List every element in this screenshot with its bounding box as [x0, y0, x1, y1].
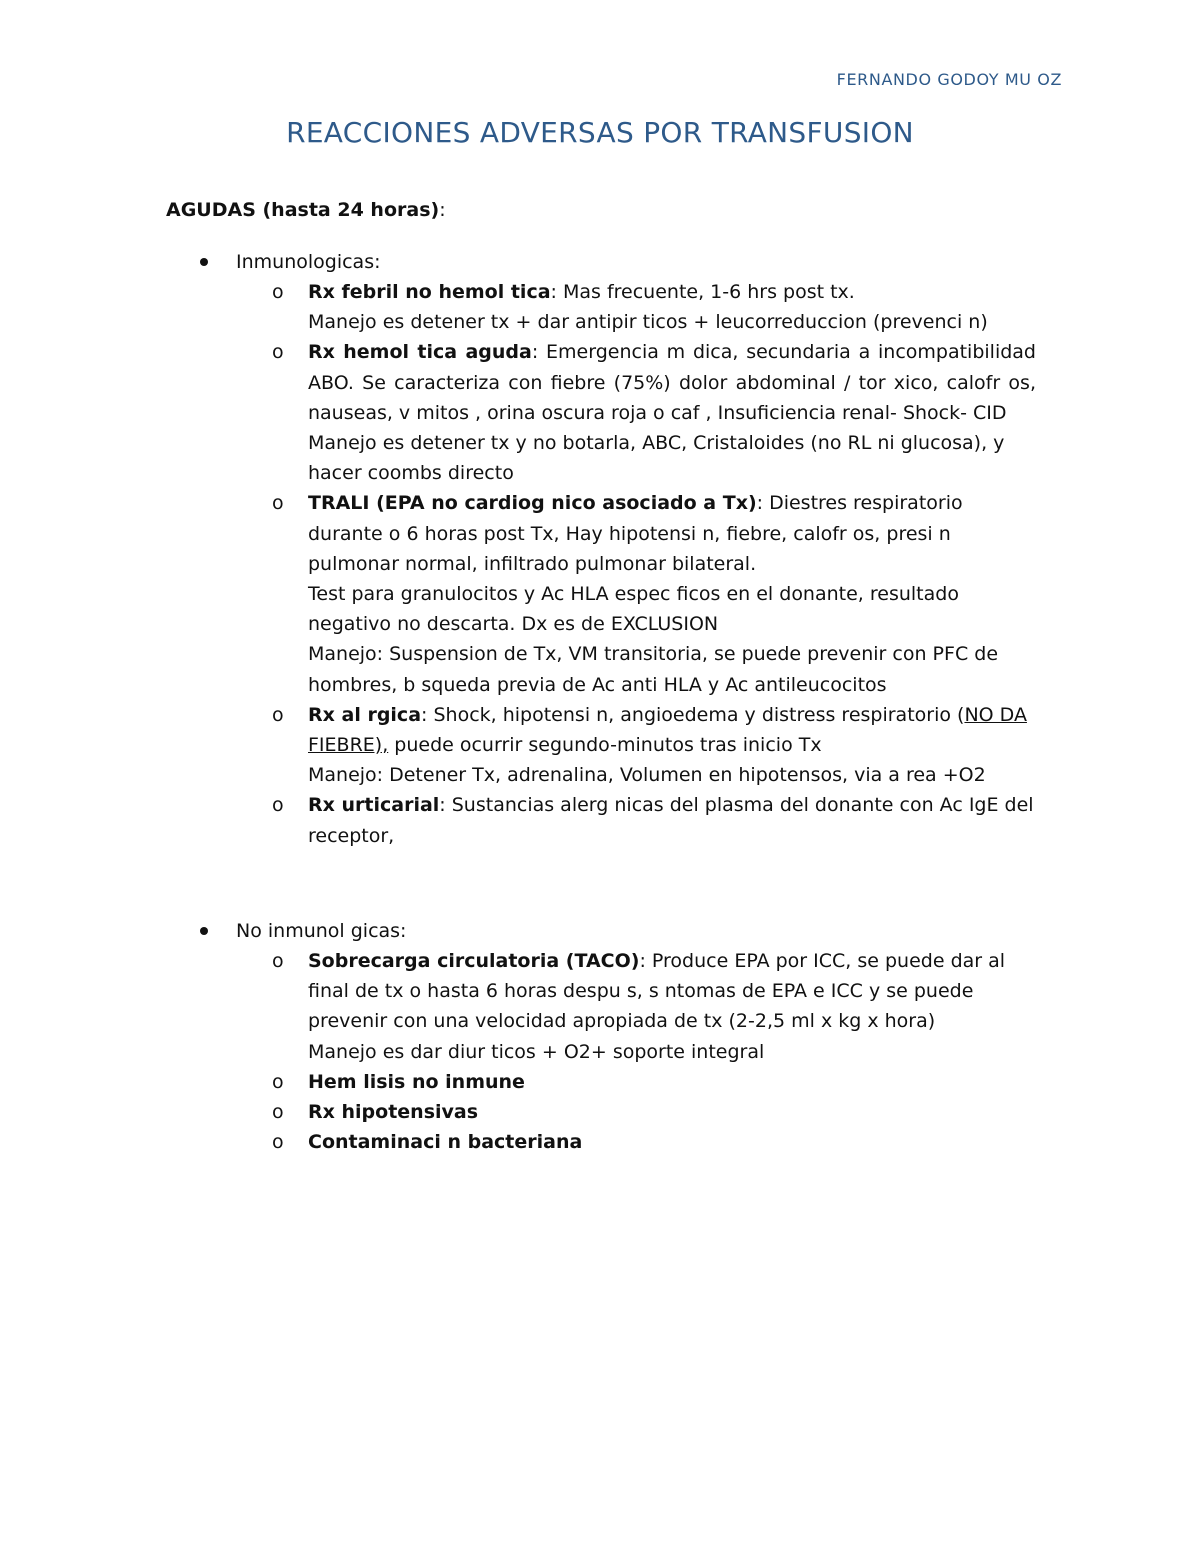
item-text: : Emergencia m dica, secundaria a incompatibilidad ABO. Se caracteriza con fiebre (75%) dolor abdominal / tor xico, calofr os, nauseas, v mitos , orina oscura roja o caf , Insuficiencia renal- Shock- CID [308, 341, 1036, 424]
circle-bullet-icon: o [272, 1070, 284, 1093]
item-manejo: Manejo: Suspension de Tx, VM transitoria, se puede prevenir con PFC de hombres, b squeda previa de Ac anti HLA y Ac antileucocitos [308, 643, 999, 696]
bullet-item-inmunologicas [196, 247, 1036, 277]
circle-bullet-icon: o [272, 492, 284, 515]
bullet-item-no-inmunologicas [196, 916, 1036, 946]
item-text: : Shock, hipotensi n, angioedema y distress respiratorio ( [421, 703, 965, 726]
section-colon: : [439, 199, 446, 221]
item-term: Rx hemol tica aguda [308, 341, 532, 364]
list-item [272, 700, 1036, 791]
item-text-2: puede ocurrir segundo-minutos tras inicio Tx [388, 734, 822, 757]
item-text: : Diestres respiratorio durante o 6 horas post Tx, Hay hipotensi n, fiebre, calofr os, presi n pulmonar normal, infiltrado pulmonar bilateral. [308, 492, 963, 575]
item-text: : Mas frecuente, 1-6 hrs post tx. [550, 281, 855, 303]
circle-bullet-icon: o [272, 794, 284, 817]
bullet-icon [200, 927, 208, 935]
item-term: Rx urticarial [308, 794, 440, 817]
item-manejo: Manejo: Detener Tx, adrenalina, Volumen en hipotensos, via a rea +O2 [308, 764, 986, 787]
circle-bullet-icon: o [272, 703, 284, 726]
item-text: : Sustancias alerg nicas del plasma del donante con Ac IgE del receptor, [308, 794, 1034, 847]
circle-bullet-icon: o [272, 1131, 284, 1154]
item-term: Rx al rgica [308, 703, 422, 726]
list-item [272, 1127, 1036, 1157]
list-item [272, 1097, 1036, 1127]
circle-bullet-icon: o [272, 281, 284, 303]
circle-bullet-icon: o [272, 1101, 284, 1124]
circle-bullet-icon: o [272, 950, 284, 972]
circle-bullet-icon: o [272, 341, 284, 364]
item-term: Rx febril no hemol tica [308, 281, 551, 303]
group-label: Inmunologicas: [236, 251, 381, 273]
item-term: TRALI (EPA no cardiog nico asociado a Tx) [308, 492, 757, 515]
page-title: REACCIONES ADVERSAS POR TRANSFUSION [286, 116, 914, 149]
section-heading [166, 199, 446, 221]
item-manejo: Manejo es dar diur ticos + O2+ soporte integral [308, 1040, 765, 1063]
list-item [272, 790, 1036, 850]
item-test: Test para granulocitos y Ac HLA espec ficos en el donante, resultado negativo no descarta. Dx es de EXCLUSION [308, 583, 959, 636]
sub-list-no-inmunologicas [272, 946, 1036, 1157]
item-manejo: Manejo es detener tx y no botarla, ABC, Cristaloides (no RL ni glucosa), y hacer coombs directo [308, 432, 1005, 485]
section-label: AGUDAS (hasta 24 horas) [166, 199, 440, 221]
item-underline: NO DA FIEBRE), [308, 703, 1027, 757]
list-item [272, 946, 1036, 1067]
list-item [272, 1067, 1036, 1097]
item-manejo: Manejo es detener tx + dar antipir ticos + leucorreduccion (prevenci n) [308, 311, 988, 334]
item-term: Sobrecarga circulatoria (TACO) [308, 950, 640, 972]
list-item [272, 337, 1036, 488]
item-term: Hem lisis no inmune [308, 1070, 525, 1093]
list-item [272, 488, 1036, 699]
item-term: Rx hipotensivas [308, 1101, 479, 1124]
sub-list-inmunologicas [272, 277, 1036, 851]
group-label: No inmunol gicas: [236, 920, 407, 942]
item-term: Contaminaci n bacteriana [308, 1131, 583, 1154]
author-name: FERNANDO GODOY MU OZ [836, 70, 1062, 89]
list-item [272, 277, 1036, 337]
bullet-icon [200, 258, 208, 266]
item-text: : Produce EPA por ICC, se puede dar al final de tx o hasta 6 horas despu s, s ntomas de EPA e ICC y se puede prevenir con una velocidad apropiada de tx (2-2,5 ml x kg x hora) [308, 950, 1006, 1033]
